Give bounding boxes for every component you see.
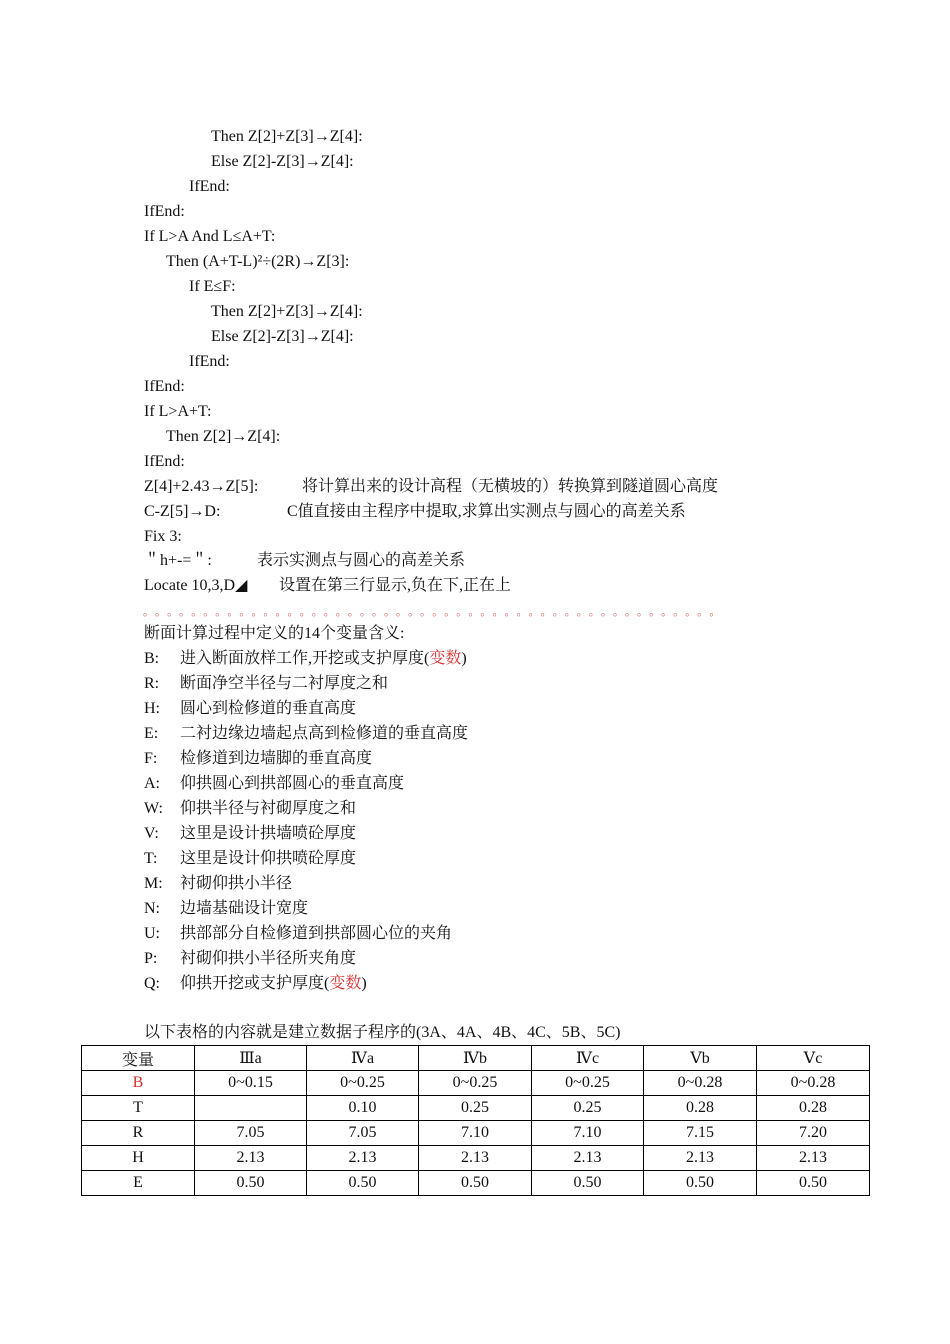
table-cell: 0~0.25 [532,1071,644,1096]
variable-item: Q: 仰拱开挖或支护厚度(变数) [144,975,367,992]
code-line: Then Z[2]→Z[4]: [166,428,281,445]
table-cell: 7.05 [195,1121,307,1146]
table-caption: 以下表格的内容就是建立数据子程序的(3A、4A、4B、4C、5B、5C) [144,1024,621,1041]
table-cell: E [82,1171,195,1196]
table-row [82,1121,870,1146]
code-line: Fix 3: [144,528,182,545]
code-line: If L>A+T: [144,403,212,420]
data-table [81,1045,870,1196]
code-line: Then (A+T-L)²÷(2R)→Z[3]: [166,253,350,270]
table-cell: 7.15 [644,1121,757,1146]
table-cell: 0.50 [532,1171,644,1196]
table-cell: 0.50 [419,1171,532,1196]
table-cell: 0.10 [307,1096,419,1121]
table-row [82,1071,870,1096]
code-line: Else Z[2]-Z[3]→Z[4]: [211,153,354,170]
code-line: If L>A And L≤A+T: [144,228,276,245]
table-cell: 0.50 [644,1171,757,1196]
table-cell: 0.50 [195,1171,307,1196]
table-cell: 0~0.25 [307,1071,419,1096]
variable-item: T: 这里是设计仰拱喷砼厚度 [144,850,357,867]
code-line: Z[4]+2.43→Z[5]: [144,478,259,495]
variable-item: B: 进入断面放样工作,开挖或支护厚度(变数) [144,650,467,667]
table-cell: 0.28 [644,1096,757,1121]
variable-item: V: 这里是设计拱墙喷砼厚度 [144,825,357,842]
dotted-separator: 。。。。。。。。。。。。。。。。。。。。。。。。。。。。。。。。。。。。。。。。。。。。。。。。 [143,606,727,617]
table-cell: 7.10 [419,1121,532,1146]
code-line: Else Z[2]-Z[3]→Z[4]: [211,328,354,345]
table-cell: 0~0.15 [195,1071,307,1096]
code-line: If E≤F: [189,278,236,295]
variable-item: U: 拱部部分自检修道到拱部圆心位的夹角 [144,925,453,942]
code-line: IfEnd: [189,178,230,195]
variable-item: W: 仰拱半径与衬砌厚度之和 [144,800,357,817]
variables-heading: 断面计算过程中定义的14个变量含义: [144,625,405,642]
table-cell: 7.20 [757,1121,870,1146]
code-line: IfEnd: [144,378,185,395]
code-line: C-Z[5]→D: [144,503,221,520]
variable-item: M: 衬砌仰拱小半径 [144,875,293,892]
table-row [82,1146,870,1171]
table-cell: 0.25 [419,1096,532,1121]
variable-item: P: 衬砌仰拱小半径所夹角度 [144,950,357,967]
table-header-cell: Ⅲa [195,1046,307,1071]
table-cell: H [82,1146,195,1171]
variable-item: E: 二衬边缘边墙起点高到检修道的垂直高度 [144,725,469,742]
table-header-row [82,1046,870,1071]
table-cell: 2.13 [419,1146,532,1171]
table-cell: 0.50 [307,1171,419,1196]
table-header-cell: Ⅴb [644,1046,757,1071]
code-comment: 将计算出来的设计高程（无横坡的）转换算到隧道圆心高度 [302,478,719,495]
table-cell: 0~0.28 [644,1071,757,1096]
table-cell [195,1096,307,1121]
table-row [82,1096,870,1121]
table-cell: 7.10 [532,1121,644,1146]
table-cell: 2.13 [307,1146,419,1171]
table-cell: R [82,1121,195,1146]
table-cell: T [82,1096,195,1121]
variable-item: F: 检修道到边墙脚的垂直高度 [144,750,373,767]
table-cell: 0.50 [757,1171,870,1196]
code-line: ＂h+-=＂: [144,552,212,569]
variable-item: N: 边墙基础设计宽度 [144,900,309,917]
variable-item: A: 仰拱圆心到拱部圆心的垂直高度 [144,775,405,792]
table-cell: B [82,1071,195,1096]
table-row [82,1171,870,1196]
code-line: Then Z[2]+Z[3]→Z[4]: [211,303,363,320]
table-cell: 2.13 [532,1146,644,1171]
table-header-cell: Ⅳb [419,1046,532,1071]
table-cell: 7.05 [307,1121,419,1146]
table-header-cell: 变量 [82,1046,195,1071]
table-cell: 0.25 [532,1096,644,1121]
code-line: Then Z[2]+Z[3]→Z[4]: [211,128,363,145]
table-cell: 2.13 [644,1146,757,1171]
code-comment: C值直接由主程序中提取,求算出实测点与圆心的高差关系 [287,503,686,520]
table-cell: 0~0.28 [757,1071,870,1096]
code-line: Locate 10,3,D◢ [144,577,248,594]
code-line: IfEnd: [144,453,185,470]
table-cell: 2.13 [757,1146,870,1171]
table-header-cell: Ⅳc [532,1046,644,1071]
code-line: IfEnd: [144,203,185,220]
table-cell: 2.13 [195,1146,307,1171]
table-header-cell: Ⅴc [757,1046,870,1071]
table-cell: 0.28 [757,1096,870,1121]
variable-item: R: 断面净空半径与二衬厚度之和 [144,675,389,692]
code-line: IfEnd: [189,353,230,370]
table-cell: 0~0.25 [419,1071,532,1096]
variable-item: H: 圆心到检修道的垂直高度 [144,700,357,717]
table-header-cell: Ⅳa [307,1046,419,1071]
code-comment: 设置在第三行显示,负在下,正在上 [279,577,512,594]
code-comment: 表示实测点与圆心的高差关系 [257,552,466,569]
